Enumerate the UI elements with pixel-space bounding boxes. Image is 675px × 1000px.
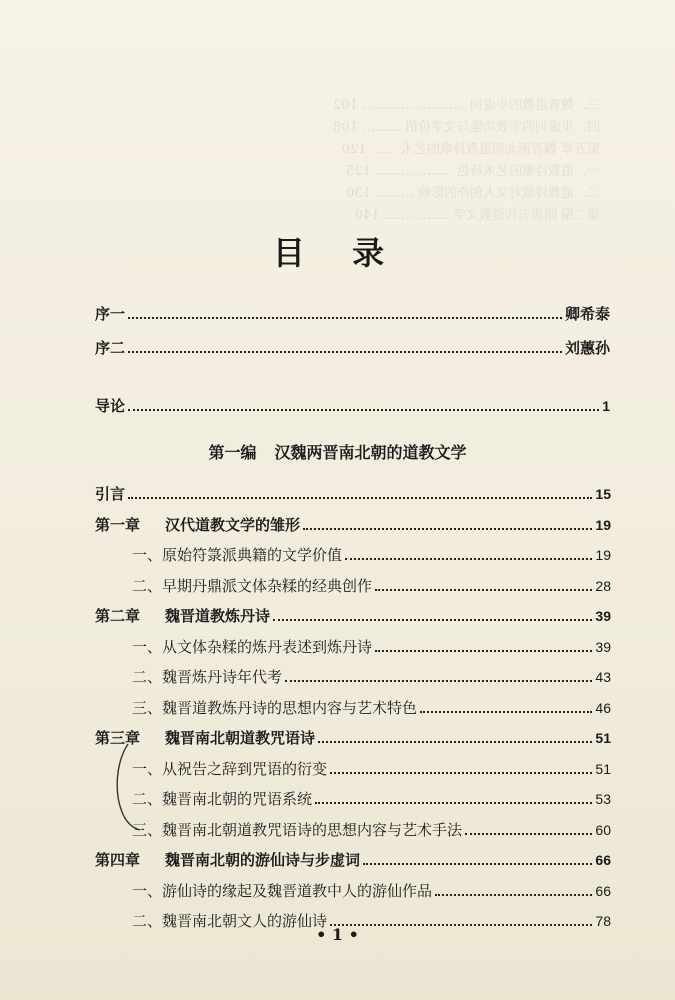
- dot-leader: [420, 711, 592, 713]
- entry-label: 一、原始符箓派典籍的文学价值: [132, 546, 343, 564]
- pencil-mark: [110, 742, 150, 832]
- intro-label: 导论: [95, 397, 126, 415]
- preface-label: 序一: [95, 305, 126, 323]
- entry-label: 一、从祝告之辞到咒语的衍变: [132, 759, 328, 778]
- chapter-number: 第四章: [95, 851, 141, 869]
- entry-label: 二、早期丹鼎派文体杂糅的经典创作: [132, 576, 373, 595]
- page-number: 39: [595, 638, 611, 655]
- toc-chapter[interactable]: [95, 846, 611, 870]
- toc-chapter[interactable]: [95, 602, 611, 626]
- chapter-title: 汉代道教文学的雏形: [165, 515, 301, 534]
- chapter-number: 第二章: [95, 607, 141, 625]
- entry-label: 三、魏晋道教炼丹诗的思想内容与艺术特色: [132, 698, 418, 717]
- entry-label: 一、从文体杂糅的炼丹表述到炼丹诗: [132, 637, 373, 656]
- dot-leader: [285, 680, 592, 682]
- dot-leader: [315, 802, 592, 804]
- page-number: 19: [595, 516, 611, 533]
- page-number: 51: [595, 760, 611, 777]
- entry-label: 一、游仙诗的缘起及魏晋道教中人的游仙作品: [132, 881, 433, 900]
- dot-leader: [465, 833, 592, 835]
- page-number: 78: [595, 913, 611, 929]
- part-number: 第一编: [208, 443, 257, 462]
- page-number: 15: [595, 486, 611, 502]
- toc-preface-1[interactable]: [95, 300, 610, 324]
- page-number: 43: [595, 669, 611, 685]
- page-number: 46: [595, 699, 611, 716]
- page-folio: • 1 •: [316, 925, 359, 944]
- chapter-number: 第三章: [95, 729, 141, 747]
- toc-preface-2[interactable]: [95, 334, 610, 358]
- preface-label: 序二: [95, 339, 126, 357]
- page-number: 53: [595, 791, 611, 807]
- chapter-title: 魏晋道教炼丹诗: [165, 607, 271, 625]
- dot-leader: [318, 741, 592, 743]
- dot-leader: [128, 317, 562, 319]
- page-number: 66: [595, 882, 611, 899]
- page-number: 60: [595, 821, 611, 838]
- chapter-title: 魏晋南北朝道教咒语诗: [165, 729, 316, 747]
- toc-chapter[interactable]: [95, 724, 611, 748]
- entry-label: 二、魏晋南北朝的咒语系统: [132, 790, 313, 808]
- dot-leader: [303, 528, 592, 530]
- page-number: 66: [595, 852, 611, 868]
- toc-preface-intro[interactable]: [95, 480, 611, 504]
- entry-label: 二、魏晋南北朝文人的游仙诗: [132, 912, 328, 930]
- entry-label: 二、魏晋炼丹诗年代考: [132, 668, 283, 686]
- dot-leader: [330, 772, 592, 774]
- dot-leader: [128, 351, 562, 353]
- entry-label: [95, 606, 270, 626]
- toc-section[interactable]: [132, 877, 611, 901]
- chapter-number: 第一章: [95, 515, 141, 534]
- dot-leader: [128, 497, 592, 499]
- entry-label: 引言: [95, 485, 126, 503]
- page-number: 39: [595, 608, 611, 624]
- entry-label: [95, 850, 360, 870]
- dot-leader: [345, 558, 592, 560]
- preface-author: 卿希泰: [564, 305, 610, 323]
- dot-leader: [128, 409, 599, 411]
- toc-chapter[interactable]: [95, 511, 611, 535]
- chapter-title: 魏晋南北朝的游仙诗与步虚词: [165, 851, 361, 869]
- toc-section[interactable]: [132, 572, 611, 596]
- preface-author: 刘蕙孙: [564, 339, 610, 357]
- part-title: 汉魏两晋南北朝的道教文学: [274, 443, 467, 462]
- page-number: 51: [595, 730, 611, 746]
- toc-section[interactable]: [132, 694, 611, 718]
- toc-section[interactable]: [132, 541, 611, 565]
- dot-leader: [375, 589, 592, 591]
- dot-leader: [435, 894, 592, 896]
- part-heading: [0, 440, 675, 463]
- toc-section[interactable]: [132, 785, 611, 809]
- toc-section[interactable]: [132, 755, 611, 779]
- bleed-through-text: 三、魏晋道教的步虚词 …………………… 102 四、步虚词的宗教功能与文学价值 ……… 108 第五章 魏晋南北朝道教诗歌的艺术 …… 120 一、道教诗歌的艺术特色 ……………… 125 二、道教诗歌对文人创作的影响 ……… 130 第二编 隋唐五代道教文学 …………… 140: [332, 98, 600, 223]
- page-number: 28: [595, 577, 611, 594]
- page-number: 1: [602, 398, 610, 414]
- dot-leader: [375, 650, 592, 652]
- toc-intro[interactable]: [95, 392, 610, 416]
- page-number: 19: [595, 547, 611, 563]
- dot-leader: [363, 863, 592, 865]
- entry-label: [95, 515, 300, 535]
- dot-leader: [273, 619, 592, 621]
- toc-section[interactable]: [132, 663, 611, 687]
- page-title: 目 录: [272, 234, 403, 272]
- entry-label: 三、魏晋南北朝道教咒语诗的思想内容与艺术手法: [132, 820, 463, 839]
- toc-section[interactable]: [132, 633, 611, 657]
- toc-section[interactable]: [132, 816, 611, 840]
